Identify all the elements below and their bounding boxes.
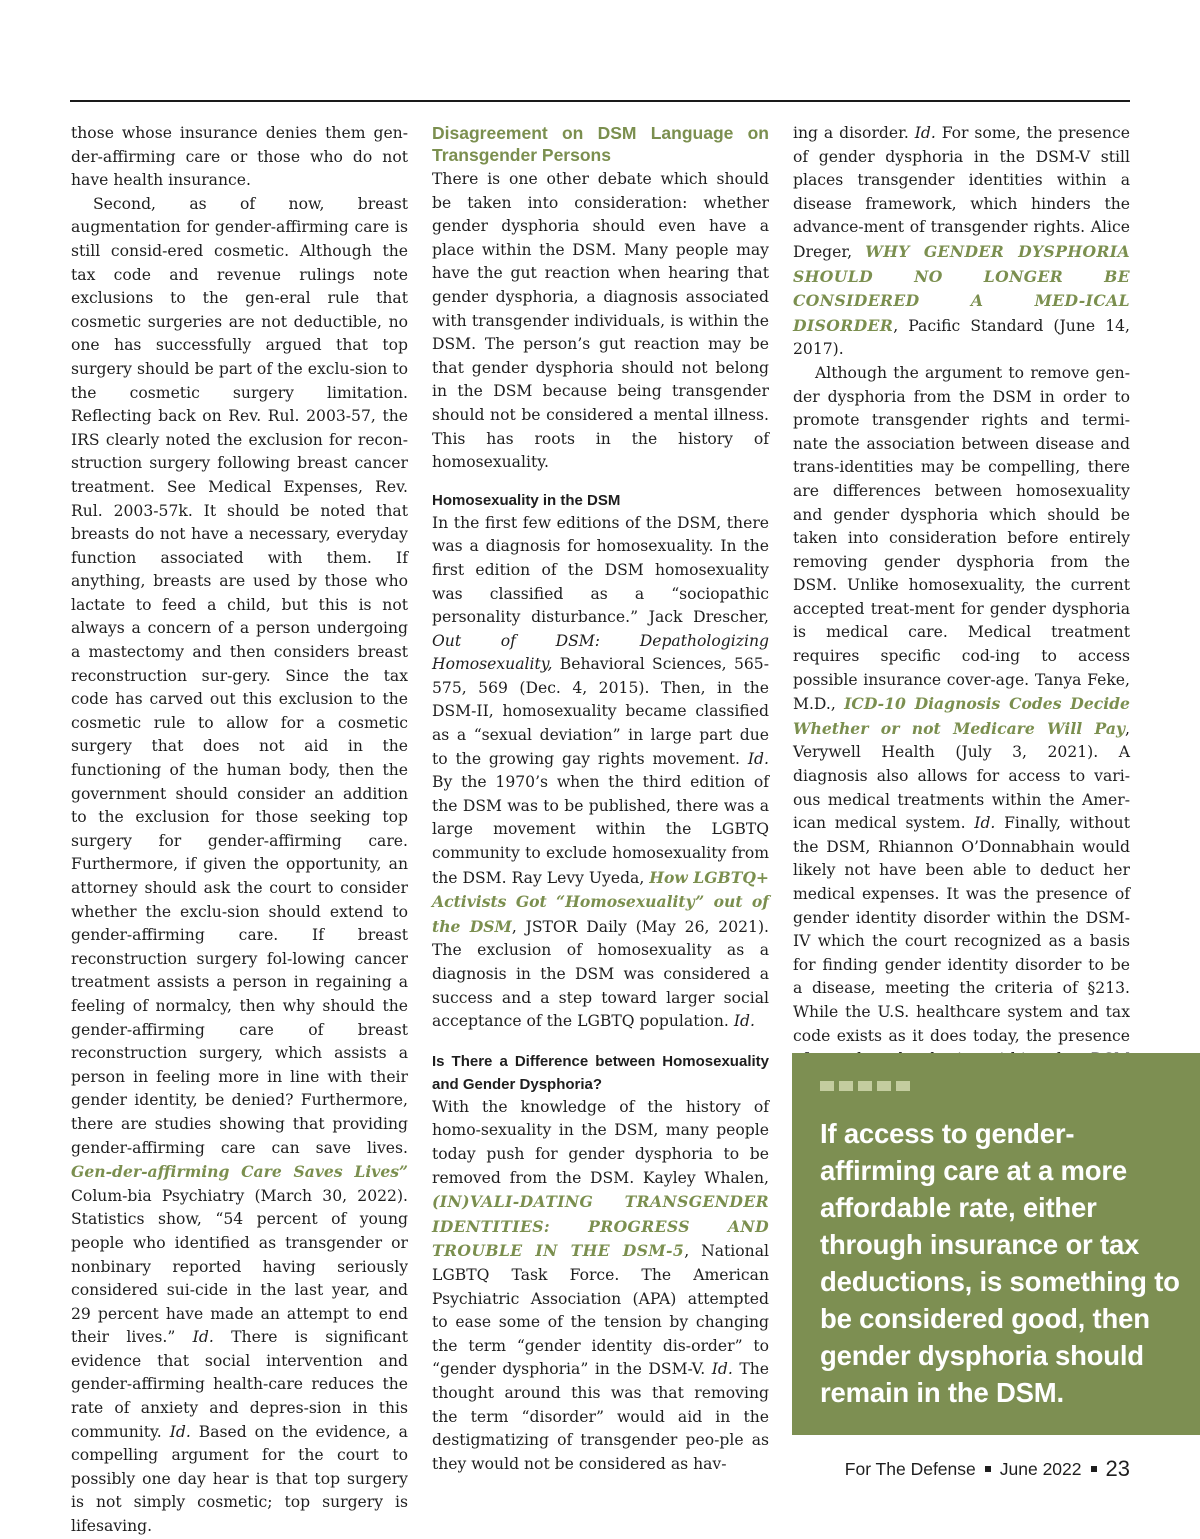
pull-quote-box (792, 1053, 1200, 1435)
citation-link[interactable]: (IN)VALI-DATING TRANSGENDER IDENTITIES: PROGRESS AND TROUBLE IN THE DSM-5 (432, 1192, 769, 1261)
square-icon (820, 1081, 834, 1091)
column-1 (71, 122, 408, 1539)
page-footer (845, 1456, 1130, 1482)
square-icon (858, 1081, 872, 1091)
paragraph: There is one other debate which should be taken into consideration: whether gender dysphoria should even have a place within the DSM. Many people may have the gut reaction when hearing that gender dysphoria, a diagnosis associated with transgender individuals, is within the DSM. The person’s gut reaction may be that gender dysphoria should not belong in the DSM because being transgender should not be considered a mental illness. This has roots in the history of homosexuality. (432, 170, 769, 472)
citation-link[interactable]: ICD-10 Diagnosis Codes Decide Whether or not Medicare Will Pay (793, 694, 1130, 738)
paragraph: Second, as of now, breast augmentation for gender-affirming care is still consid-ered cosmetic. Although the tax code and revenue rulings note exclusions to the gen-eral rule that cosmetic surgeries are not deductible, no one has successfully argued that top surgery should be part of the exclu-sion to the cosmetic surgery limitation. Reflecting back on Rev. Rul. 2003-57, the IRS clearly noted the exclusion for recon-struction surgery following breast cancer treatment. See Medical Expenses, Rev. Rul. 2003-57k. It should be noted that breasts do not have a necessary, everyday function associated with them. If anything, breasts are used by those who lactate to feed a child, but this is not always a concern of a person undergoing a mastectomy and then considers breast reconstruction sur-gery. Since the tax code has carved out this exclusion to the cosmetic rule to allow for a cosmetic surgery that does not aid in the functioning of the human body, then the government should consider an addition to the exclusion for those seeking top surgery for gender-affirming care. Furthermore, if given the opportunity, an attorney should ask the court to consider whether the exclu-sion should extend to gender-affirming care. If breast reconstruction surgery fol-lowing cancer treatment assists a person in regaining a feeling of normalcy, then why should the gender-affirming care of breast reconstruction surgery, which assists a person in feeling more in line with their gender identity, be denied? Furthermore, there are studies showing that providing gender-affirming care can save lives. Gen-der-affirming Care Saves Lives” Colum-bia Psychiatry (March 30, 2022). Statistics show, “54 percent of young people who identified as transgender or nonbinary reported having seriously considered sui-cide in the last year, and 29 percent have made an attempt to end their lives.” Id. There is significant evidence that social intervention and gender-affirming health-care reduces the rate of anxiety and depres-sion in this community. Id. Based on the evidence, a compelling argument for the court to possibly one day hear is that top surgery is not simply cosmetic; top surgery is lifesaving. (71, 194, 408, 1536)
section-heading: Disagreement on DSM Language on Transgender Persons (432, 123, 769, 165)
paragraph: Although the argument to remove gen-der dysphoria from the DSM in order to promote transgender rights and termi-nate the association between disease and trans-identities may be compelling, there are differences between homosexuality and gender dysphoria which should be taken into consideration before entirely removing gender dysphoria from the DSM. Unlike homosexuality, the current accepted treat-ment for gender dysphoria is medical care. Medical treatment requires specific cod-ing to access possible insurance cover-age. Tanya Feke, M.D., ICD-10 Diagnosis Codes Decide Whether or not Medicare Will Pay, Verywell Health (July 3, 2021). A diagnosis also allows for access to vari-ous medical treatments within the Amer-ican medical system. Id. Finally, without the DSM, Rhiannon O’Donnabhain would likely not have been able to deduct her medical expenses. It was the presence of gender identity disorder within the DSM-IV which the court recognized as a basis for finding gender identity disorder to be a disease, meeting the criteria of §213. While the U.S. healthcare system and tax code exists as it does today, the presence (793, 363, 1130, 1045)
bullet-icon (985, 1466, 991, 1472)
citation-link[interactable]: How LGBTQ+ Activists Got “Homosexuality” out of the DSM (432, 867, 769, 936)
column-2 (432, 122, 769, 1476)
paragraph: those whose insurance denies them gen-der-affirming care or those who do not have health insurance. (71, 124, 408, 190)
citation-link[interactable]: Gen-der-affirming Care Saves Lives” (71, 1162, 408, 1182)
decorative-squares (820, 1081, 910, 1091)
column-3 (793, 122, 1130, 1095)
issue-date: June 2022 (999, 1458, 1082, 1479)
citation-link[interactable]: WHY GENDER DYSPHORIA SHOULD NO LONGER BE CONSIDERED A MED-ICAL DISORDER (793, 241, 1130, 335)
paragraph: ing a disorder. Id. For some, the presence of gender dysphoria in the DSM-V still places transgender identities within a disease framework, which hinders the advance-ment of transgender rights. Alice Dreger, WHY GENDER DYSPHORIA SHOULD NO LONGER BE CONSIDERED A MED-ICAL DISORDER, Pacific Standard (June 14, 2017). (793, 124, 1130, 359)
paragraph: In the first few editions of the DSM, there was a diagnosis for homosexuality. In the first edition of the DSM homosexuality was classified as a “sociopathic personality disturbance.” Jack Drescher, Out of DSM: Depathologizing Homosexuality, Behavioral Sciences, 565-575, 569 (Dec. 4, 2015). Then, in the DSM-II, homosexuality became classified as a “sexual deviation” in large part due to the growing gay rights movement. Id. By the 1970’s when the third edition of the DSM was to be published, there was a large movement within the LGBTQ community to exclude homosexuality from the DSM. Ray Levy Uyeda, How LGBTQ+ Activists Got “Homosexuality” out of the DSM, JSTOR Daily (May 26, 2021). The exclusion of homosexuality as a diagnosis in the DSM was considered a success and a step toward larger social acceptance of the LGBTQ population. Id. (432, 513, 770, 1031)
pull-quote: If access to gender-affirming care at a more affordable rate, either through insurance or tax deductions, is something to be considered good, then gender dysphoria should remain in the DSM. (820, 1118, 1180, 1408)
square-icon (877, 1081, 891, 1091)
page-number: 23 (1105, 1456, 1130, 1481)
square-icon (839, 1081, 853, 1091)
subheading: Homosexuality in the DSM (432, 491, 621, 509)
publication-name: For The Defense (844, 1458, 976, 1479)
top-rule (70, 100, 1130, 102)
paragraph: With the knowledge of the history of homo-sexuality in the DSM, many people today push for gender dysphoria to be removed from the DSM. Kayley Whalen, (IN)VALI-DATING TRANSGENDER IDENTITIES: PROGRESS AND TROUBLE IN THE DSM-5, National LGBTQ Task Force. The American Psychiatric Association (APA) attempted to ease some of the tension by changing the term “gender identity dis-order” to “gender dysphoria” in the DSM-V. Id. The thought around this was that removing the term “disorder” would aid in the destigmatizing of transgender peo-ple as they would not be considered as hav- (432, 1097, 770, 1473)
bullet-icon (1091, 1466, 1097, 1472)
square-icon (896, 1081, 910, 1091)
subheading: Is There a Difference between Homosexuality and Gender Dysphoria? (432, 1052, 769, 1093)
